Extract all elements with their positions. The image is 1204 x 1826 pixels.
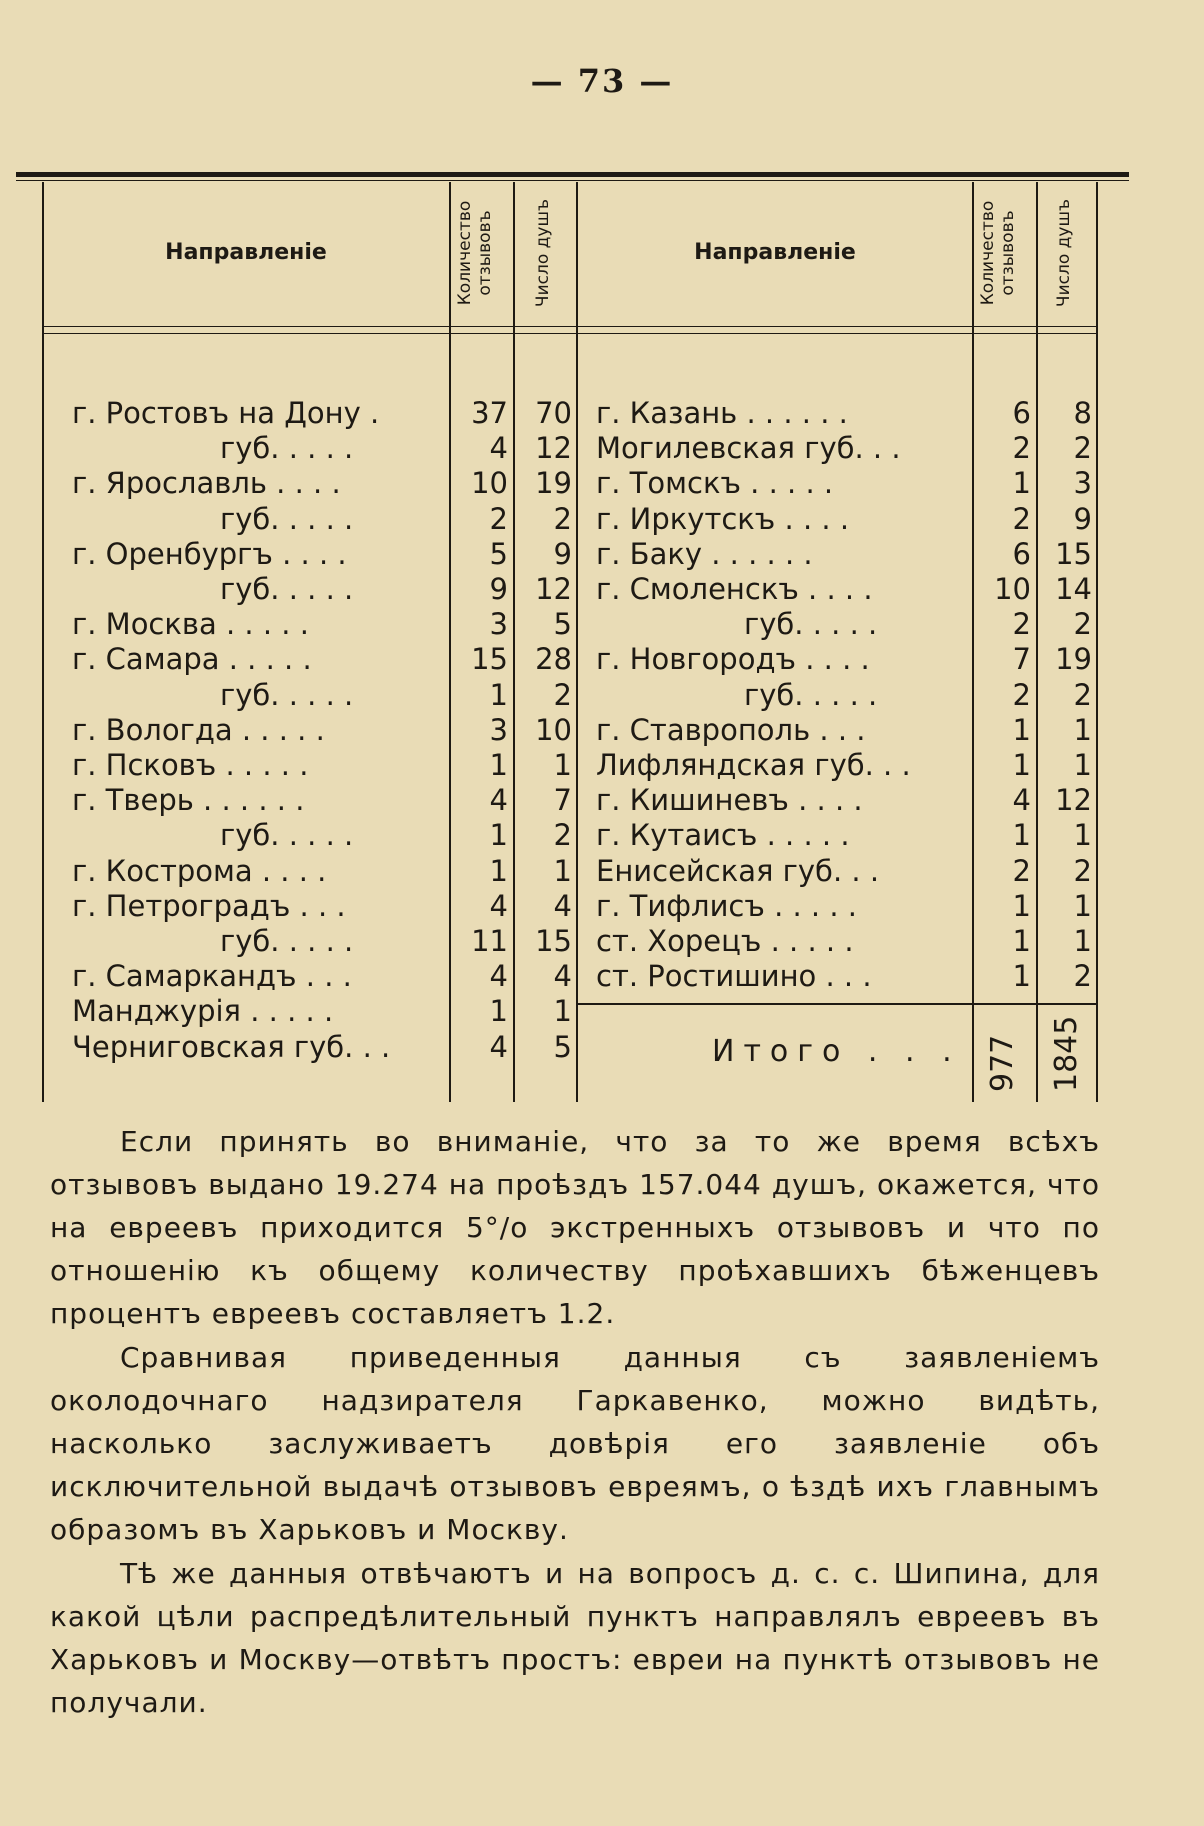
table-row (0, 889, 1204, 924)
row-direction: г. Самаркандъ . . . (72, 959, 352, 994)
row-souls: 28 (535, 642, 572, 677)
table-row (0, 607, 1204, 642)
row-count: 2 (1012, 431, 1031, 466)
row-count: 4 (489, 1029, 508, 1064)
header-souls-right: Число душъ (1054, 198, 1074, 308)
row-direction: губ. . . . . (220, 572, 354, 606)
row-direction: г. Иркутскъ . . . . (596, 501, 850, 536)
row-direction: Черниговская губ. . . (72, 1029, 391, 1064)
row-souls: 15 (1055, 536, 1092, 571)
total-label: Итого . . . (712, 1034, 961, 1069)
row-souls: 1 (553, 994, 572, 1029)
row-direction: губ. . . . . (744, 677, 878, 712)
row-count: 2 (1012, 607, 1031, 642)
row-direction: г. Смоленскъ . . . . (596, 572, 873, 606)
row-count: 10 (471, 466, 508, 501)
row-souls: 10 (535, 712, 572, 747)
row-souls: 14 (1055, 572, 1092, 606)
total-rule (576, 1003, 1098, 1005)
row-souls: 19 (535, 466, 572, 501)
row-direction: Лифляндская губ. . . (596, 748, 911, 782)
table-row (0, 818, 1204, 853)
row-count: 6 (1012, 536, 1031, 571)
row-count: 6 (1012, 396, 1031, 430)
table-row (0, 431, 1204, 466)
table-row (0, 748, 1204, 783)
header-souls-left: Число душъ (533, 198, 553, 308)
row-souls: 2 (553, 501, 572, 536)
row-direction: губ. . . . . (220, 677, 354, 712)
header-direction-right: Направленіе (694, 240, 856, 265)
header-rule (42, 333, 1098, 334)
row-direction: Манджурія . . . . . (72, 994, 334, 1029)
row-direction: г. Вологда . . . . . (72, 712, 325, 747)
row-count: 4 (489, 959, 508, 994)
table-row (0, 502, 1204, 537)
table-row (0, 537, 1204, 572)
row-direction: г. Самара . . . . . (72, 642, 312, 677)
header-count-right: Количество отзывовъ (978, 200, 1018, 306)
row-direction: г. Тверь . . . . . . (72, 783, 305, 818)
row-count: 2 (1012, 853, 1031, 888)
row-count: 2 (1012, 677, 1031, 712)
row-count: 1 (489, 677, 508, 712)
row-souls: 9 (553, 536, 572, 571)
table-row (0, 959, 1204, 994)
row-count: 37 (471, 396, 508, 430)
page-number: — 73 — (530, 62, 674, 100)
row-count: 4 (489, 431, 508, 466)
row-direction: Могилевская губ. . . (596, 431, 901, 466)
row-souls: 4 (553, 888, 572, 923)
row-count: 15 (471, 642, 508, 677)
row-direction: г. Ставрополь . . . (596, 712, 866, 747)
row-souls: 8 (1073, 396, 1092, 430)
table-row (0, 678, 1204, 713)
row-souls: 5 (553, 1029, 572, 1064)
paragraph: Если принять во вниманіе, что за то же время всѣхъ отзывовъ выдано 19.274 на проѣздъ 157.044 душъ, окажется, что на евреевъ приходится 5°/o экстренныхъ отзывовъ и что по отношенію къ общему количеству проѣхавшихъ бѣженцевъ процентъ евреевъ составляетъ 1.2. (50, 1125, 1100, 1330)
row-direction: губ. . . . . (220, 818, 354, 853)
row-count: 11 (471, 924, 508, 958)
table-row (0, 783, 1204, 818)
row-count: 1 (1012, 466, 1031, 501)
row-direction: г. Кутаисъ . . . . . (596, 818, 850, 853)
row-count: 10 (994, 572, 1031, 606)
row-souls: 2 (1073, 431, 1092, 466)
row-count: 4 (1012, 783, 1031, 818)
row-count: 5 (489, 536, 508, 571)
row-count: 1 (1012, 959, 1031, 994)
row-count: 2 (489, 501, 508, 536)
row-count: 9 (489, 572, 508, 606)
row-count: 7 (1012, 642, 1031, 677)
row-souls: 2 (553, 818, 572, 853)
row-direction: г. Псковъ . . . . . (72, 748, 309, 782)
row-direction: г. Кишиневъ . . . . (596, 783, 863, 818)
row-souls: 12 (535, 572, 572, 606)
row-souls: 1 (553, 748, 572, 782)
table-row (0, 1030, 1204, 1065)
row-souls: 1 (1073, 924, 1092, 958)
row-souls: 1 (1073, 888, 1092, 923)
row-direction: г. Ростовъ на Дону . (72, 396, 380, 430)
row-count: 1 (1012, 748, 1031, 782)
row-souls: 2 (1073, 677, 1092, 712)
row-souls: 12 (535, 431, 572, 466)
row-souls: 5 (553, 607, 572, 642)
row-direction: ст. Ростишино . . . (596, 959, 872, 994)
total-souls: 1845 (1049, 1015, 1084, 1092)
row-direction: г. Кострома . . . . (72, 853, 327, 888)
row-souls: 19 (1055, 642, 1092, 677)
row-count: 3 (489, 607, 508, 642)
row-direction: г. Баку . . . . . . (596, 536, 813, 571)
row-count: 1 (489, 748, 508, 782)
row-direction: губ. . . . . (744, 607, 878, 642)
row-direction: г. Петроградъ . . . (72, 888, 346, 923)
row-souls: 2 (553, 677, 572, 712)
header-direction-left: Направленіе (165, 240, 327, 265)
row-count: 1 (1012, 818, 1031, 853)
table-row (0, 713, 1204, 748)
row-direction: г. Оренбургъ . . . . (72, 536, 347, 571)
row-direction: губ. . . . . (220, 501, 354, 536)
header-rule (42, 326, 1098, 327)
row-count: 3 (489, 712, 508, 747)
row-souls: 1 (553, 853, 572, 888)
header-count-left: Количество отзывовъ (455, 200, 495, 306)
row-souls: 12 (1055, 783, 1092, 818)
row-direction: г. Москва . . . . . (72, 607, 309, 642)
row-souls: 2 (1073, 959, 1092, 994)
table-row (0, 572, 1204, 607)
row-souls: 7 (553, 783, 572, 818)
table-row (0, 396, 1204, 431)
table-row (0, 854, 1204, 889)
row-direction: ст. Хорецъ . . . . . (596, 924, 854, 958)
row-souls: 15 (535, 924, 572, 958)
row-souls: 9 (1073, 501, 1092, 536)
row-direction: Енисейская губ. . . (596, 853, 880, 888)
row-souls: 2 (1073, 853, 1092, 888)
table-row (0, 994, 1204, 1029)
row-direction: губ. . . . . (220, 924, 354, 958)
table-row (0, 466, 1204, 501)
row-count: 4 (489, 783, 508, 818)
row-souls: 1 (1073, 748, 1092, 782)
row-souls: 3 (1073, 466, 1092, 501)
paragraph: Сравнивая приведенныя данныя съ заявленіемъ околодочнаго надзирателя Гаркавенко, можно видѣть, насколько заслуживаетъ довѣрія его заявленіе объ исключительной выдачѣ отзывовъ евреямъ, о ѣздѣ ихъ главнымъ образомъ въ Харьковъ и Москву. (50, 1341, 1100, 1546)
row-direction: г. Томскъ . . . . . (596, 466, 834, 501)
row-count: 1 (1012, 924, 1031, 958)
row-count: 4 (489, 888, 508, 923)
table-row (0, 642, 1204, 677)
row-direction: г. Ярославль . . . . (72, 466, 341, 501)
paragraph: Тѣ же данныя отвѣчаютъ и на вопросъ д. с. с. Шипина, для какой цѣли распредѣлительный пунктъ направлялъ евреевъ въ Харьковъ и Москву—отвѣтъ простъ: евреи на пунктѣ отзывовъ не получали. (50, 1557, 1100, 1719)
row-direction: г. Казань . . . . . . (596, 396, 848, 430)
row-count: 1 (489, 818, 508, 853)
row-count: 1 (489, 994, 508, 1029)
row-count: 1 (489, 853, 508, 888)
row-direction: г. Новгородъ . . . . (596, 642, 870, 677)
row-count: 1 (1012, 888, 1031, 923)
table-row (0, 924, 1204, 959)
row-count: 2 (1012, 501, 1031, 536)
row-souls: 1 (1073, 712, 1092, 747)
row-souls: 70 (535, 396, 572, 430)
row-souls: 4 (553, 959, 572, 994)
row-direction: губ. . . . . (220, 431, 354, 466)
row-count: 1 (1012, 712, 1031, 747)
row-direction: г. Тифлисъ . . . . . (596, 888, 858, 923)
row-souls: 2 (1073, 607, 1092, 642)
row-souls: 1 (1073, 818, 1092, 853)
total-count: 977 (985, 1034, 1020, 1092)
